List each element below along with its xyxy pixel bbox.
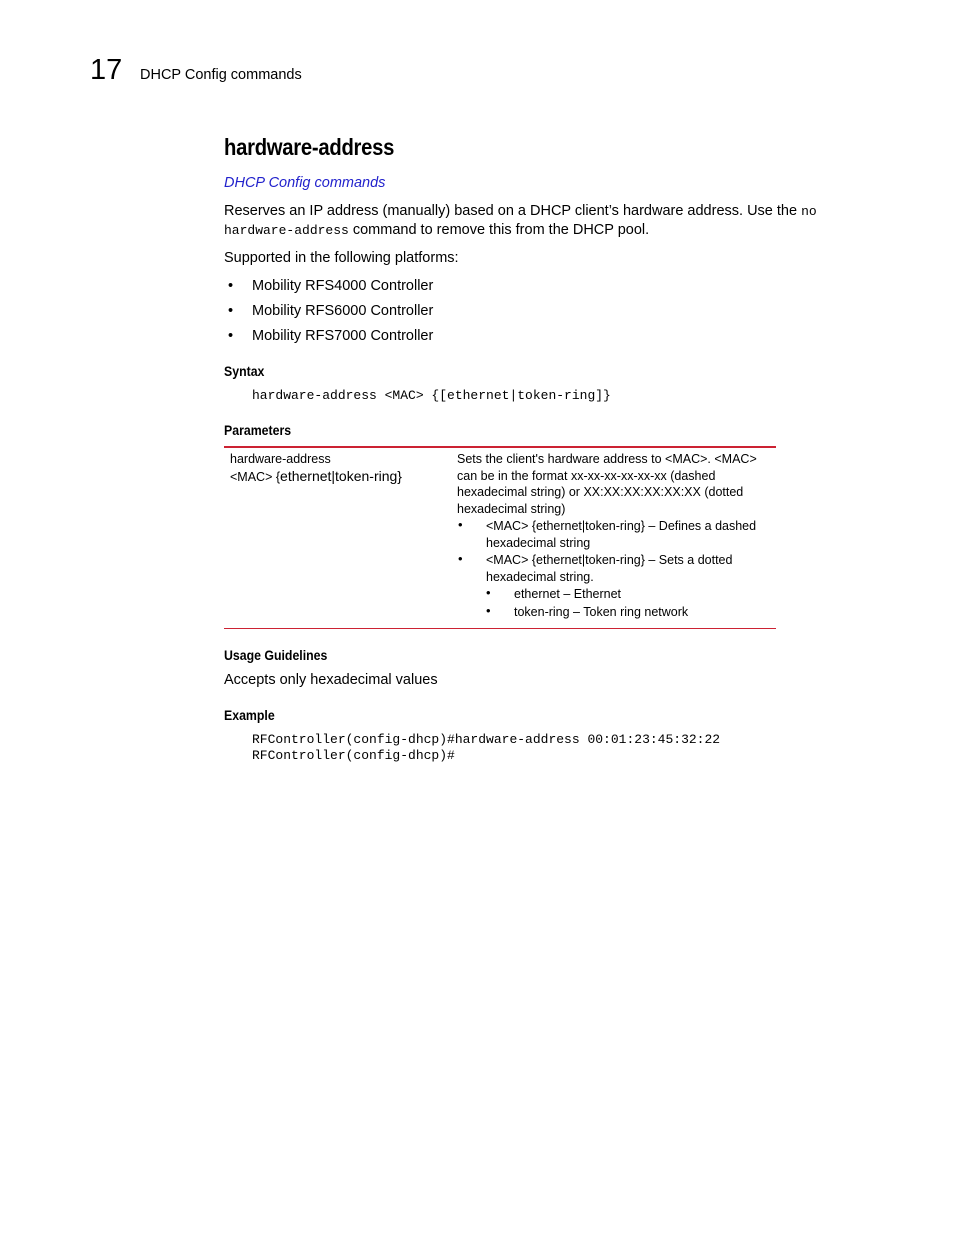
platform-label: Mobility RFS4000 Controller [252,278,434,294]
desc-line: can be in the format xx-xx-xx-xx-xx-xx (dashed [457,468,716,483]
syntax-code: hardware-address <MAC> {[ethernet|token-ring]} [252,388,611,403]
syntax-heading: Syntax [224,363,265,379]
description-text-2: command to remove this from the DHCP pool. [348,222,650,238]
description-paragraph [224,202,824,240]
platform-list-item [228,277,433,295]
desc-sub-bullet [486,586,766,603]
example-code-line: RFController(config-dhcp)# [252,748,455,763]
bullet-icon: • [486,603,491,618]
param-name-line: hardware-address [230,452,331,466]
usage-heading: Usage Guidelines [224,647,328,663]
param-name-line [230,468,402,486]
platform-list-item [228,327,433,345]
param-mac: <MAC> { [230,469,281,484]
example-code-line: RFController(config-dhcp)#hardware-address 00:01:23:45:32:22 [252,732,721,747]
breadcrumb-link[interactable]: DHCP Config commands [224,175,386,191]
desc-bullet-line: <MAC> {ethernet|token-ring} – Defines a dashed [486,519,757,533]
desc-bullet [458,552,768,585]
example-heading: Example [224,707,275,723]
desc-sub-bullet [486,604,766,621]
param-options: ethernet|token-ring} [280,467,402,484]
bullet-icon: • [228,278,234,294]
desc-line: Sets the client's hardware address to <MAC>. <MAC> [457,452,757,466]
desc-bullet [458,518,768,551]
param-description-cell [457,451,772,517]
bullet-icon: • [486,585,491,600]
desc-sub-bullet-text: token-ring – Token ring network [514,605,689,619]
description-code-command: hardware-address [224,223,349,238]
chapter-number: 17 [90,54,123,86]
usage-text: Accepts only hexadecimal values [224,672,438,688]
desc-line: hexadecimal string) [457,501,566,516]
bullet-icon: • [228,328,234,344]
chapter-title: DHCP Config commands [140,67,302,83]
bullet-icon: • [228,303,234,319]
bullet-icon: • [458,517,463,532]
parameters-heading: Parameters [224,422,292,438]
platform-label: Mobility RFS7000 Controller [252,328,434,344]
platform-label: Mobility RFS6000 Controller [252,303,434,319]
bullet-icon: • [458,551,463,566]
section-title: hardware-address [224,134,395,160]
supported-intro: Supported in the following platforms: [224,250,459,266]
description-code-no: no [801,204,817,219]
desc-sub-bullet-text: ethernet – Ethernet [514,587,622,601]
desc-bullet-line: hexadecimal string. [486,569,594,584]
parameters-table [224,446,776,629]
param-name-cell [230,451,402,485]
platform-list-item [228,302,433,320]
desc-line: hexadecimal string) or XX:XX:XX:XX:XX:XX (dotted [457,485,744,499]
desc-bullet-line: <MAC> {ethernet|token-ring} – Sets a dotted [486,553,733,567]
description-text-1: Reserves an IP address (manually) based on a DHCP client’s hardware address. Use the [224,203,802,219]
desc-bullet-line: hexadecimal string [486,535,591,550]
